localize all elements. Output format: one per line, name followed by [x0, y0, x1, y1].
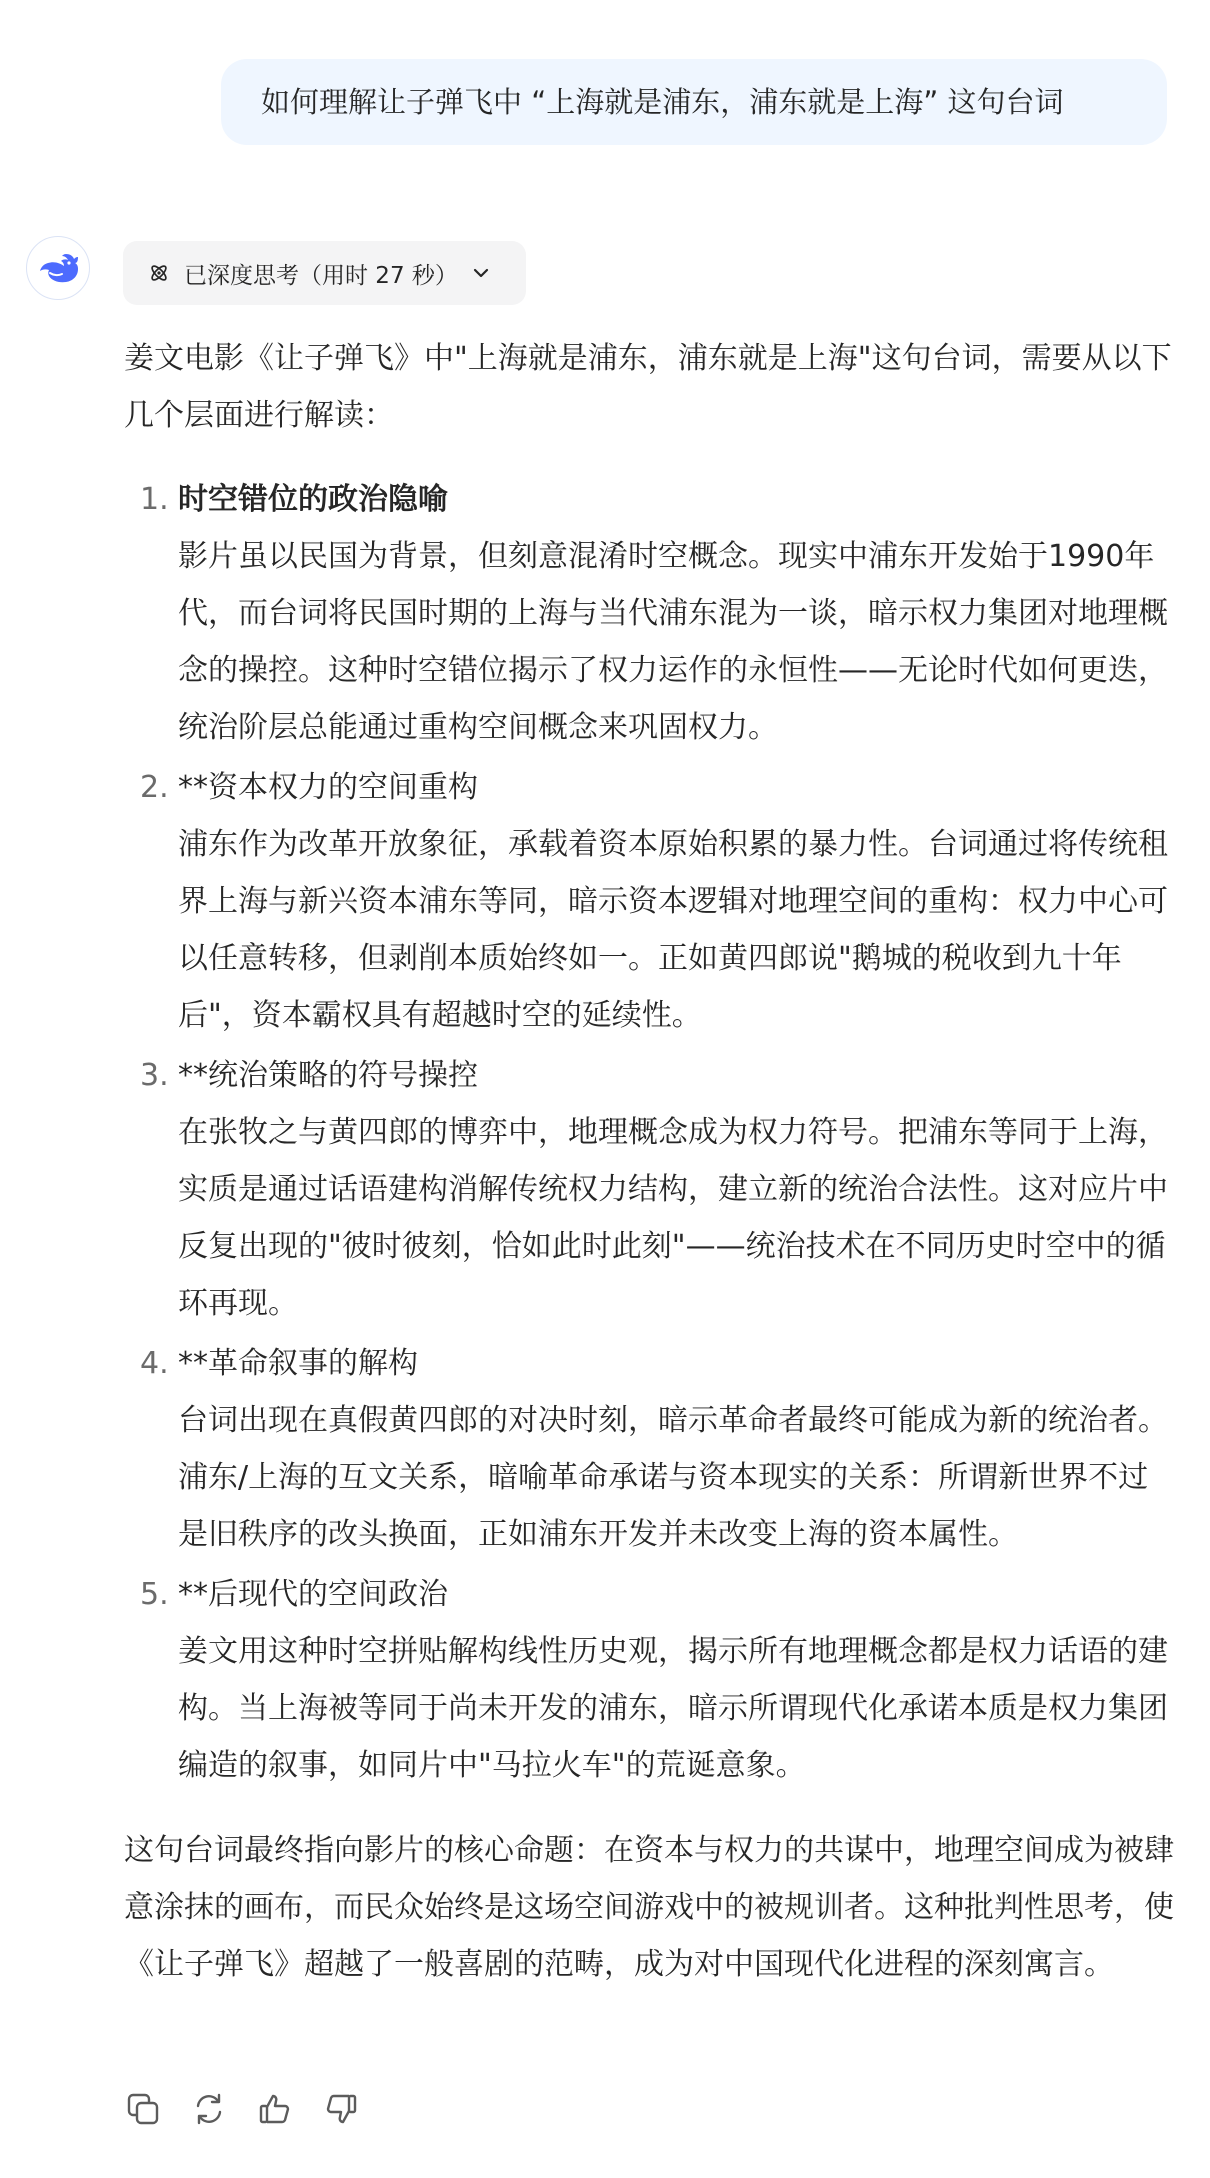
list-item: [124, 471, 1174, 756]
list-item-title: **统治策略的符号操控: [178, 1058, 478, 1093]
list-item-number: 5.: [140, 1577, 169, 1612]
regenerate-button[interactable]: [190, 2090, 228, 2128]
deep-thinking-label: 已深度思考（用时 27 秒）: [184, 262, 458, 289]
user-message-text: 如何理解让子弹飞中 “上海就是浦东，浦东就是上海” 这句台词: [261, 85, 1064, 119]
user-message-bubble: [221, 59, 1167, 145]
atom-icon: [148, 262, 170, 284]
thumbs-up-icon: [257, 2091, 293, 2127]
assistant-avatar: [26, 236, 90, 300]
regenerate-icon: [191, 2091, 227, 2127]
list-item-number: 2.: [140, 770, 169, 805]
list-item: [124, 759, 1174, 1044]
thumbs-down-button[interactable]: [322, 2090, 360, 2128]
thumbs-down-icon: [323, 2091, 359, 2127]
whale-logo-icon: [36, 251, 80, 285]
list-item-title: **后现代的空间政治: [178, 1577, 448, 1612]
copy-button[interactable]: [124, 2090, 162, 2128]
list-item-title: **革命叙事的解构: [178, 1346, 418, 1381]
chevron-down-icon: [472, 267, 490, 279]
list-item: [124, 1335, 1174, 1563]
thumbs-up-button[interactable]: [256, 2090, 294, 2128]
list-item-body: 台词出现在真假黄四郎的对决时刻，暗示革命者最终可能成为新的统治者。浦东/上海的互文关系，暗喻革命承诺与资本现实的关系：所谓新世界不过是旧秩序的改头换面，正如浦东开发并未改变上海的资本属性。: [178, 1403, 1168, 1552]
list-item: [124, 1566, 1174, 1794]
assistant-answer: [124, 330, 1174, 1993]
deep-thinking-toggle[interactable]: [123, 241, 526, 305]
answer-list: [124, 471, 1174, 1794]
list-item-title: 时空错位的政治隐喻: [178, 482, 448, 517]
copy-icon: [125, 2091, 161, 2127]
list-item-body: 在张牧之与黄四郎的博弈中，地理概念成为权力符号。把浦东等同于上海，实质是通过话语建构消解传统权力结构，建立新的统治合法性。这对应片中反复出现的"彼时彼刻，恰如此时此刻"——统治技术在不同历史时空中的循环再现。: [178, 1115, 1168, 1321]
list-item-body: 浦东作为改革开放象征，承载着资本原始积累的暴力性。台词通过将传统租界上海与新兴资本浦东等同，暗示资本逻辑对地理空间的重构：权力中心可以任意转移，但剥削本质始终如一。正如黄四郎说"鹅城的税收到九十年后"，资本霸权具有超越时空的延续性。: [178, 827, 1168, 1033]
message-actions: [124, 2090, 360, 2128]
list-item-number: 1.: [140, 482, 169, 517]
list-item: [124, 1047, 1174, 1332]
list-item-title: **资本权力的空间重构: [178, 770, 478, 805]
answer-intro: 姜文电影《让子弹飞》中"上海就是浦东，浦东就是上海"这句台词，需要从以下几个层面进行解读：: [124, 341, 1172, 433]
list-item-number: 3.: [140, 1058, 169, 1093]
answer-conclusion: 这句台词最终指向影片的核心命题：在资本与权力的共谋中，地理空间成为被肆意涂抹的画布，而民众始终是这场空间游戏中的被规训者。这种批判性思考，使《让子弹飞》超越了一般喜剧的范畴，成为对中国现代化进程的深刻寓言。: [124, 1833, 1174, 1982]
list-item-body: 姜文用这种时空拼贴解构线性历史观，揭示所有地理概念都是权力话语的建构。当上海被等同于尚未开发的浦东，暗示所谓现代化承诺本质是权力集团编造的叙事，如同片中"马拉火车"的荒诞意象。: [178, 1634, 1168, 1783]
list-item-body: 影片虽以民国为背景，但刻意混淆时空概念。现实中浦东开发始于1990年代，而台词将民国时期的上海与当代浦东混为一谈，暗示权力集团对地理概念的操控。这种时空错位揭示了权力运作的永恒性——无论时代如何更迭，统治阶层总能通过重构空间概念来巩固权力。: [178, 539, 1168, 745]
list-item-number: 4.: [140, 1346, 169, 1381]
